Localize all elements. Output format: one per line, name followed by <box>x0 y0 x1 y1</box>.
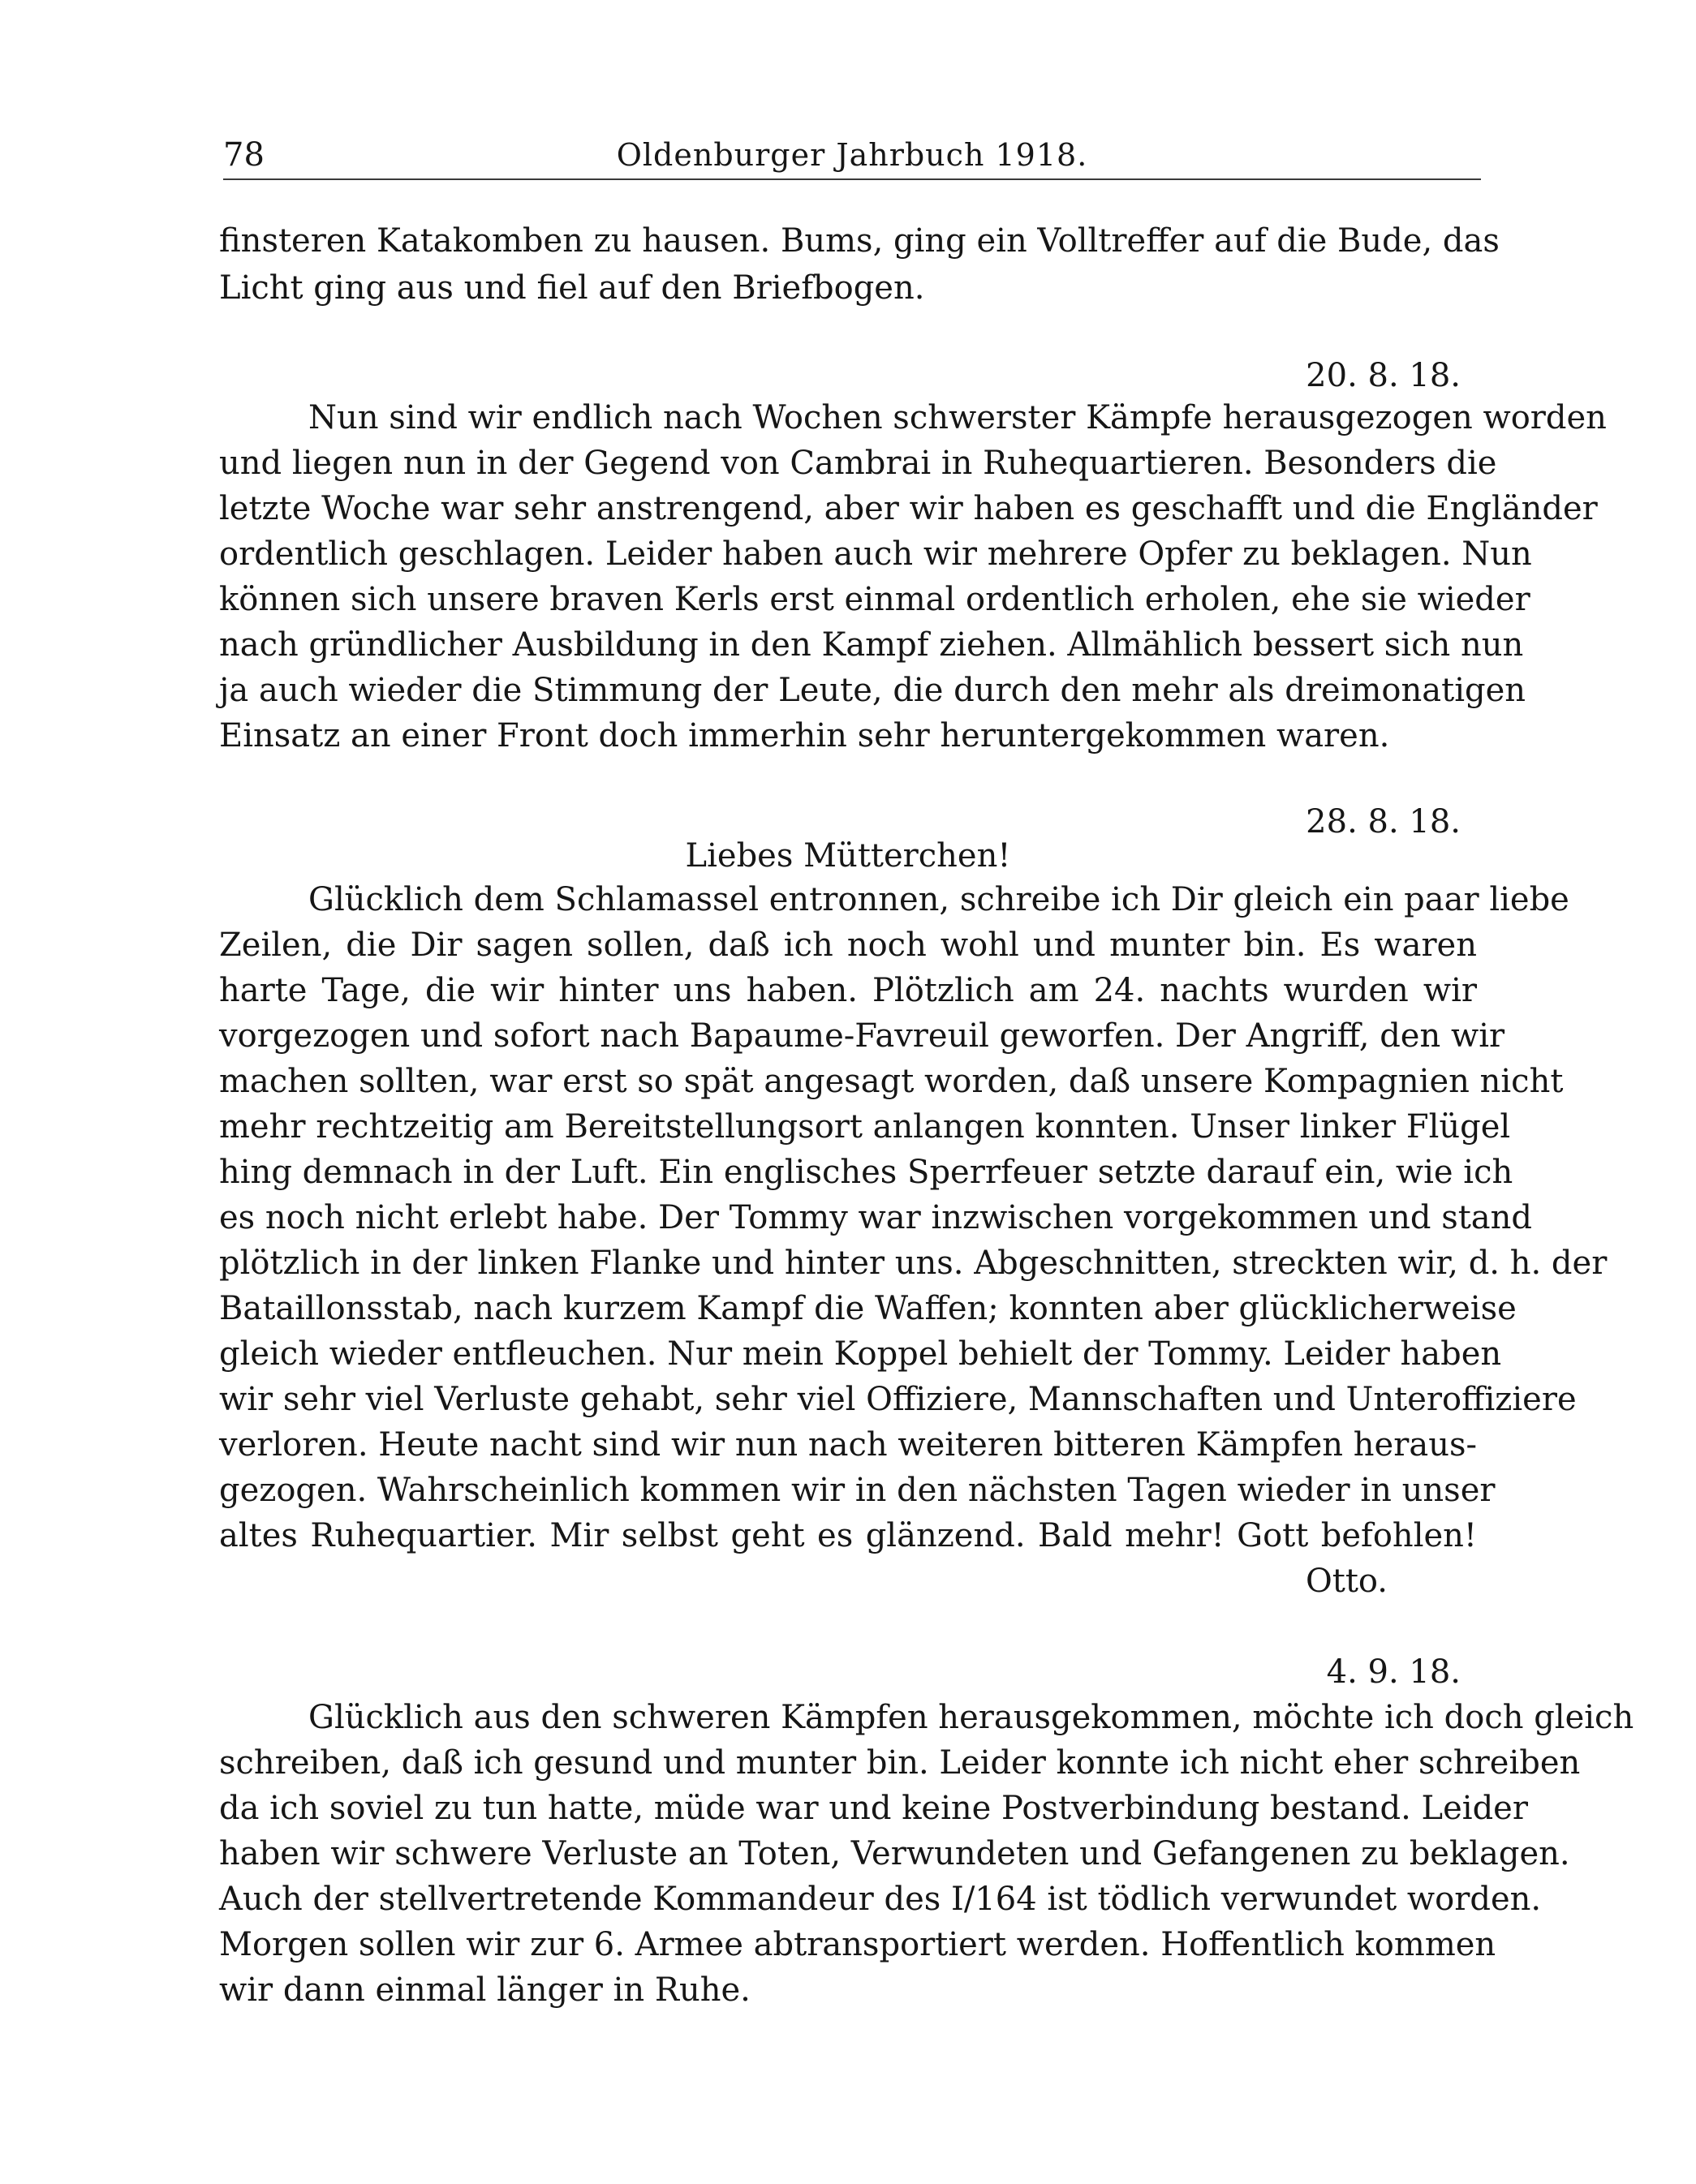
text-line: altes Ruhequartier. Mir selbst geht es glänzend. Bald mehr! Gott befohlen! <box>219 1517 1477 1554</box>
text-line: ordentlich geschlagen. Leider haben auch wir mehrere Opfer zu beklagen. Nun <box>219 535 1532 573</box>
text-line: wir dann einmal länger in Ruhe. <box>219 1971 751 2009</box>
text-line: Bataillonsstab, nach kurzem Kampf die Waffen; konnten aber glücklicherweise <box>219 1290 1517 1327</box>
text-line: Glücklich dem Schlamassel entronnen, schreibe ich Dir gleich ein paar liebe <box>308 881 1569 918</box>
signature: Otto. <box>1305 1563 1388 1600</box>
text-line: Einsatz an einer Front doch immerhin sehr heruntergekommen waren. <box>219 717 1390 755</box>
text-line: Nun sind wir endlich nach Wochen schwerster Kämpfe herausgezogen worden <box>308 399 1607 436</box>
running-title: Oldenburger Jahrbuch 1918. <box>616 137 1088 173</box>
entry-date: 28. 8. 18. <box>1306 803 1461 840</box>
text-line: verloren. Heute nacht sind wir nun nach weiteren bitteren Kämpfen heraus- <box>219 1426 1477 1464</box>
text-line: da ich soviel zu tun hatte, müde war und keine Postverbindung bestand. Leider <box>219 1790 1528 1827</box>
text-line: vorgezogen und sofort nach Bapaume-Favreuil geworfen. Der Angriff, den wir <box>219 1017 1505 1055</box>
text-line: Zeilen, die Dir sagen sollen, daß ich noch wohl und munter bin. Es waren <box>219 926 1477 964</box>
text-line: können sich unsere braven Kerls erst einmal ordentlich erholen, ehe sie wieder <box>219 581 1530 618</box>
page-header <box>223 130 1481 180</box>
text-line: wir sehr viel Verluste gehabt, sehr viel Offiziere, Mannschaften und Unteroffiziere <box>219 1381 1577 1418</box>
text-line: letzte Woche war sehr anstrengend, aber wir haben es geschafft und die Engländer <box>219 490 1598 527</box>
text-line: Glücklich aus den schweren Kämpfen herausgekommen, möchte ich doch gleich <box>308 1699 1634 1736</box>
text-line: Morgen sollen wir zur 6. Armee abtransportiert werden. Hoffentlich kommen <box>219 1926 1496 1963</box>
text-line: ja auch wieder die Stimmung der Leute, die durch den mehr als dreimonatigen <box>219 672 1526 709</box>
text-line: machen sollten, war erst so spät angesagt worden, daß unsere Kompagnien nicht <box>219 1063 1564 1100</box>
text-line: haben wir schwere Verluste an Toten, Verwundeten und Gefangenen zu beklagen. <box>219 1835 1570 1872</box>
text-line: Auch der stellvertretende Kommandeur des I/164 ist tödlich verwundet worden. <box>219 1881 1542 1918</box>
entry-date: 20. 8. 18. <box>1306 357 1461 394</box>
text-line: mehr rechtzeitig am Bereitstellungsort anlangen konnten. Unser linker Flügel <box>219 1108 1511 1146</box>
text-line: nach gründlicher Ausbildung in den Kampf ziehen. Allmählich bessert sich nun <box>219 626 1524 664</box>
page-number: 78 <box>223 136 265 174</box>
text-line: schreiben, daß ich gesund und munter bin. Leider konnte ich nicht eher schreiben <box>219 1744 1581 1782</box>
text-line: gezogen. Wahrscheinlich kommen wir in den nächsten Tagen wieder in unser <box>219 1472 1496 1509</box>
text-line: harte Tage, die wir hinter uns haben. Plötzlich am 24. nachts wurden wir <box>219 972 1477 1009</box>
text-line: finsteren Katakomben zu hausen. Bums, ging ein Volltreffer auf die Bude, das <box>219 222 1500 260</box>
entry-date: 4. 9. 18. <box>1326 1653 1461 1691</box>
text-line: hing demnach in der Luft. Ein englisches Sperrfeuer setzte darauf ein, wie ich <box>219 1154 1513 1191</box>
salutation: Liebes Mütterchen! <box>685 837 1011 875</box>
text-line: plötzlich in der linken Flanke und hinter uns. Abgeschnitten, streckten wir, d. h. der <box>219 1245 1608 1282</box>
text-line: und liegen nun in der Gegend von Cambrai in Ruhequartieren. Besonders die <box>219 445 1497 482</box>
text-line: es noch nicht erlebt habe. Der Tommy war inzwischen vorgekommen und stand <box>219 1199 1533 1236</box>
text-line: Licht ging aus und fiel auf den Briefbogen. <box>219 269 925 307</box>
text-line: gleich wieder entfleuchen. Nur mein Koppel behielt der Tommy. Leider haben <box>219 1335 1502 1373</box>
